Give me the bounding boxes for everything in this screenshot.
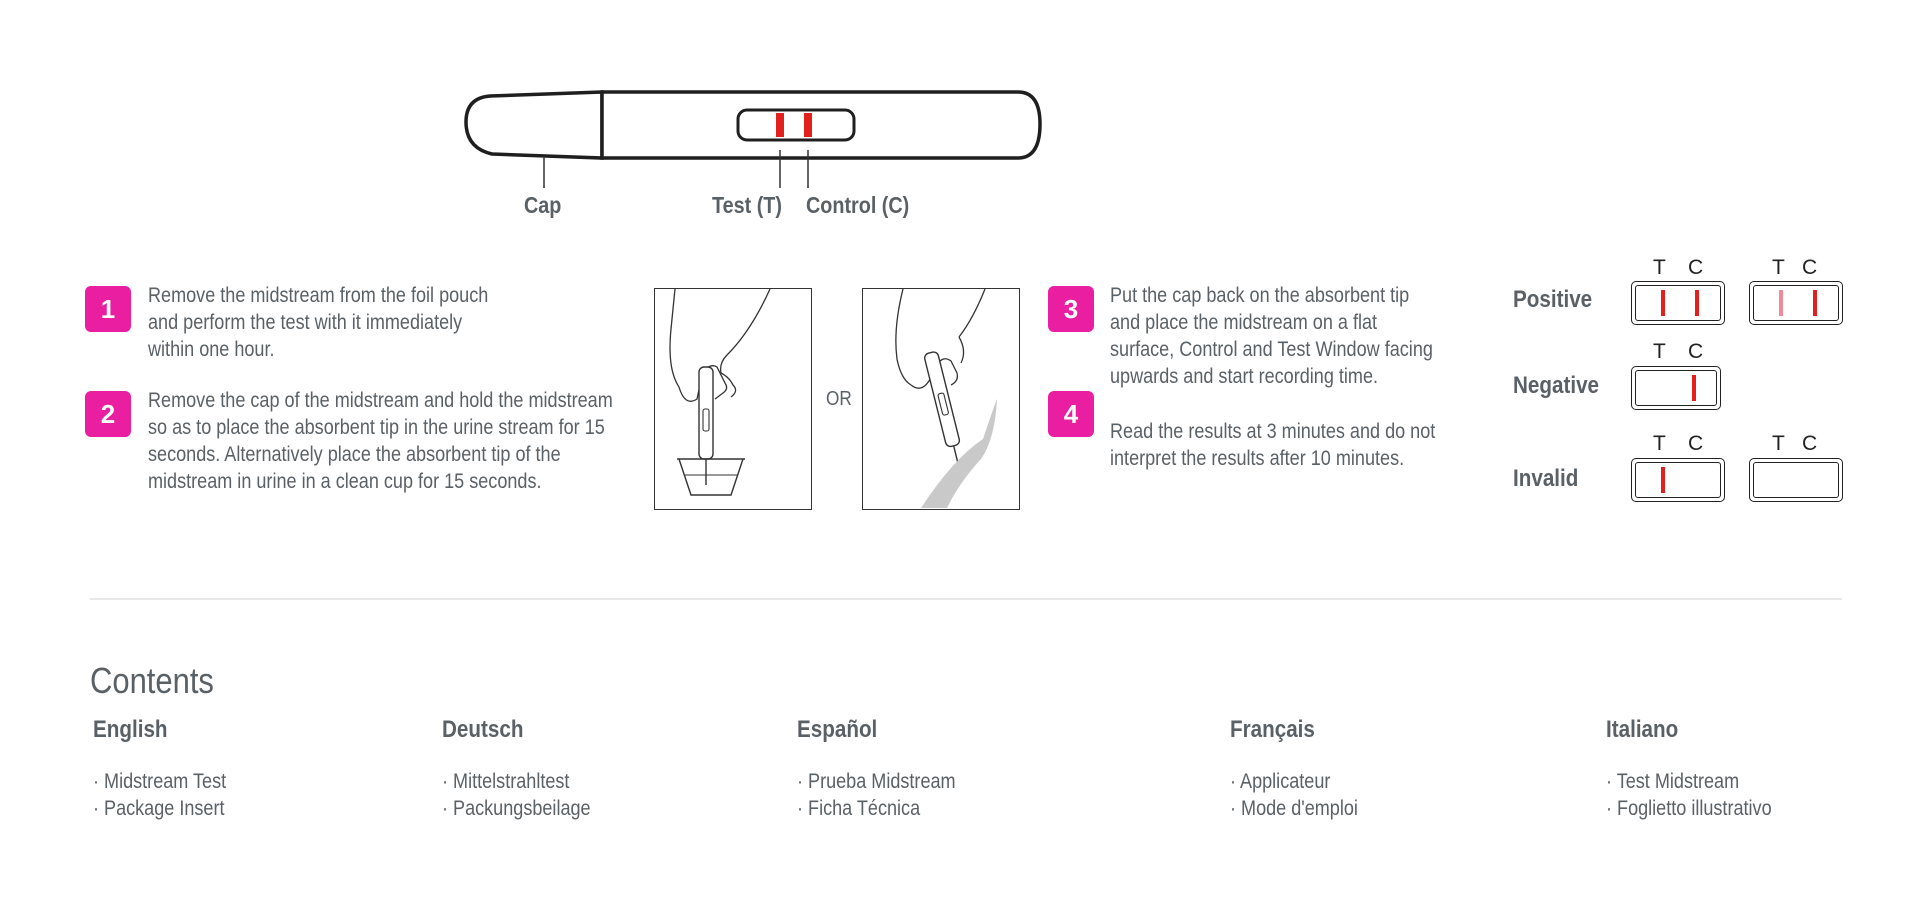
step-1-badge: 1 xyxy=(85,286,131,332)
step-4-badge: 4 xyxy=(1048,391,1094,437)
negative-result-window xyxy=(1631,366,1721,410)
device-cap xyxy=(466,92,602,158)
control-line xyxy=(804,113,812,137)
step-1-text: Remove the midstream from the foil pouch and perform the test with it immediately within one hour. xyxy=(148,284,489,361)
control-label: Control (C) xyxy=(806,192,910,218)
language-items: · Mittelstrahltest · Packungsbeilage xyxy=(442,770,591,820)
language-title: Italiano xyxy=(1606,716,1679,743)
tc-t-label: T xyxy=(1772,256,1785,279)
or-label: OR xyxy=(826,388,852,410)
language-column-deutsch xyxy=(442,716,615,822)
step-3-badge: 3 xyxy=(1048,286,1094,332)
section-divider xyxy=(90,598,1842,600)
step-2-badge: 2 xyxy=(85,391,131,437)
positive-result-window xyxy=(1631,281,1725,325)
language-items: · Test Midstream · Foglietto illustrativo xyxy=(1606,770,1772,820)
language-title: Deutsch xyxy=(442,716,524,743)
tc-t-label: T xyxy=(1653,432,1666,455)
language-column-italiano xyxy=(1606,716,1799,822)
invalid-label: Invalid xyxy=(1513,465,1579,492)
cap-label: Cap xyxy=(524,192,562,218)
tc-c-label: C xyxy=(1688,256,1704,279)
language-items: · Midstream Test · Package Insert xyxy=(93,770,227,820)
device-leader-lines xyxy=(462,150,1042,190)
step-4-text: Read the results at 3 minutes and do not interpret the results after 10 minutes. xyxy=(1110,420,1436,470)
tc-c-label: C xyxy=(1688,432,1704,455)
result-window xyxy=(738,110,854,140)
control-line-strong xyxy=(1813,290,1817,316)
tc-t-label: T xyxy=(1653,340,1666,363)
language-items: · Prueba Midstream · Ficha Técnica xyxy=(797,770,956,820)
language-title: Español xyxy=(797,716,878,743)
control-line-strong xyxy=(1692,375,1696,401)
tc-c-label: C xyxy=(1802,432,1818,455)
test-line xyxy=(776,113,784,137)
test-label: Test (T) xyxy=(712,192,782,218)
hand-holding-midstream-in-stream-icon xyxy=(863,289,1018,508)
language-column-espanol xyxy=(797,716,981,822)
language-column-english xyxy=(93,716,248,822)
positive-faint-result-window xyxy=(1749,281,1843,325)
negative-label: Negative xyxy=(1513,372,1600,399)
stream-method-illustration xyxy=(862,288,1020,510)
test-line-strong xyxy=(1661,290,1665,316)
tc-c-label: C xyxy=(1688,340,1704,363)
tc-t-label: T xyxy=(1772,432,1785,455)
test-line-strong xyxy=(1661,467,1665,493)
invalid-result-window xyxy=(1631,458,1725,502)
language-title: Français xyxy=(1230,716,1315,743)
invalid-empty-result-window xyxy=(1749,458,1843,502)
step-3-text: Put the cap back on the absorbent tip and place the midstream on a flat surface, Control and Test Window facing upwards and start recording time. xyxy=(1110,284,1433,388)
contents-title: Contents xyxy=(90,660,214,701)
tc-t-label: T xyxy=(1653,256,1666,279)
tc-c-label: C xyxy=(1802,256,1818,279)
language-title: English xyxy=(93,716,168,743)
language-column-francais xyxy=(1230,716,1379,822)
positive-label: Positive xyxy=(1513,286,1593,313)
test-line-faint xyxy=(1779,290,1783,316)
step-2-text: Remove the cap of the midstream and hold the midstream so as to place the absorbent tip in the urine stream for 15 seconds. Alternatively place the absorbent tip of the midstream in urine in a clean cup for 15 seconds. xyxy=(148,389,613,493)
hand-holding-midstream-in-cup-icon xyxy=(655,289,810,508)
cup-method-illustration xyxy=(654,288,812,510)
language-items: · Applicateur · Mode d'emploi xyxy=(1230,770,1358,820)
control-line-strong xyxy=(1695,290,1699,316)
